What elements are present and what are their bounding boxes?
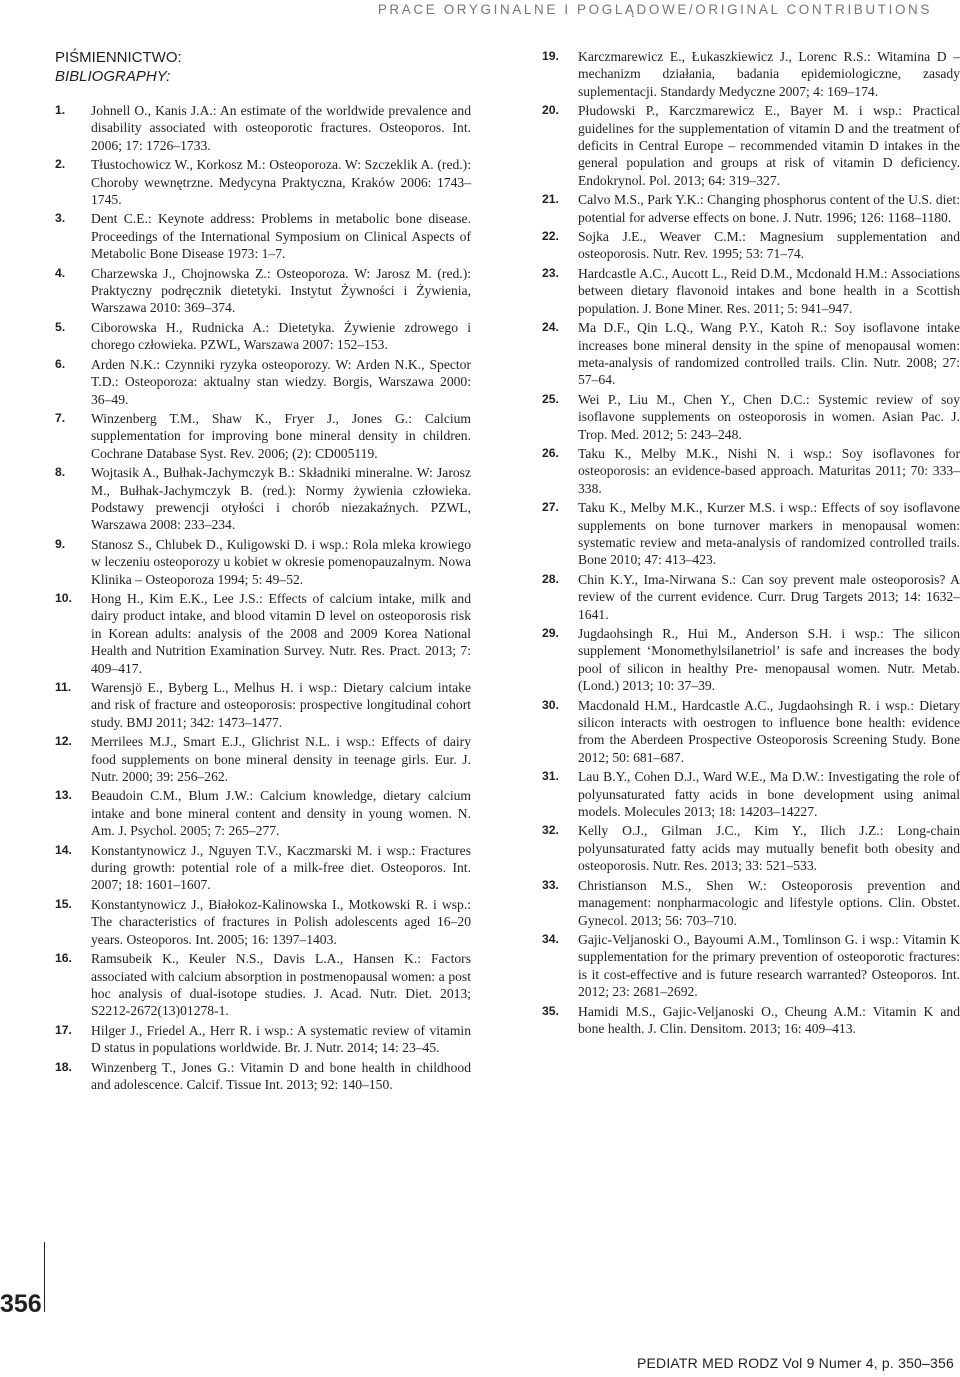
- reference-item: [55, 319, 471, 354]
- reference-number: 26.: [542, 445, 559, 460]
- reference-text: Warensjö E., Byberg L., Melhus H. i wsp.: Dietary calcium intake and risk of fracture and osteoporosis: prospective longitudinal cohort study. BMJ 2011; 342: 1473–1477.: [91, 680, 471, 730]
- reference-text: Stanosz S., Chlubek D., Kuligowski D. i wsp.: Rola mleka krowiego w leczeniu osteoporozy u kobiet w okresie pomenopauzalnym. Nowa Klinika – Osteoporoza 1994; 5: 49–52.: [91, 536, 471, 587]
- reference-item: [55, 679, 471, 731]
- reference-item: [55, 896, 471, 948]
- reference-number: 9.: [55, 536, 66, 551]
- reference-item: [542, 191, 960, 226]
- references-right-column: [542, 48, 960, 1039]
- reference-text: Kelly O.J., Gilman J.C., Kim Y., Ilich J.Z.: Long-chain polyunsaturated fatty acids may mutually benefit both obesity and osteoporosis. Nutr. Res. 2013; 33: 521–533.: [578, 823, 960, 874]
- reference-number: 11.: [55, 680, 72, 694]
- reference-number: 15.: [55, 896, 72, 911]
- reference-text: Taku K., Melby M.K., Nishi N. i wsp.: Soy isoflavones for osteoporosis: an evidence-based approach. Maturitas 2011; 70: 333–338.: [578, 445, 960, 496]
- reference-number: 12.: [55, 734, 72, 749]
- reference-text: Hilger J., Friedel A., Herr R. i wsp.: A systematic review of vitamin D status in populations worldwide. Br. J. Nutr. 2014; 14: 23–45.: [91, 1022, 471, 1056]
- reference-list-right: [542, 48, 960, 1037]
- reference-text: Winzenberg T., Jones G.: Vitamin D and bone health in childhood and adolescence. Calcif. Tissue Int. 2013; 92: 140–150.: [91, 1059, 471, 1092]
- reference-item: [542, 319, 960, 389]
- page-number: 356: [0, 1290, 42, 1318]
- reference-text: Charzewska J., Chojnowska Z.: Osteoporoza. W: Jarosz M. (red.): Praktyczny podręcznik dietetyki. Instytut Żywności i Żywienia, Warszawa 2010: 369–374.: [91, 265, 471, 316]
- reference-text: Ciborowska H., Rudnicka A.: Dietetyka. Żywienie zdrowego i chorego człowieka. PZWL, Warszawa 2007: 152–153.: [91, 319, 471, 353]
- reference-number: 22.: [542, 229, 559, 244]
- reference-item: [542, 499, 960, 569]
- reference-number: 29.: [542, 626, 559, 640]
- reference-item: [542, 625, 960, 695]
- reference-number: 34.: [542, 931, 559, 946]
- reference-item: [55, 265, 471, 317]
- reference-text: Taku K., Melby M.K., Kurzer M.S. i wsp.: Effects of soy isoflavone supplements on bone turnover markers in menopausal women: systematic review and meta-analysis of randomized controlled trails. Bone 2010; 47: 413–423.: [578, 500, 960, 568]
- reference-item: [542, 822, 960, 874]
- reference-number: 31.: [542, 769, 559, 784]
- reference-number: 35.: [542, 1003, 559, 1018]
- heading-subtitle: BIBLIOGRAPHY:: [55, 68, 171, 85]
- reference-text: Tłustochowicz W., Korkosz M.: Osteoporoza. W: Szczeklik A. (red.): Choroby wewnętrzne. Medycyna Praktyczna, Kraków 2006: 1743–1745.: [91, 157, 471, 208]
- reference-item: [55, 842, 471, 894]
- reference-item: [55, 590, 471, 677]
- reference-text: Merrilees M.J., Smart E.J., Glichrist N.L. i wsp.: Effects of dairy food supplements on bone mineral density in teenage girls. Eur. J. Nutr. 2000; 39: 256–262.: [91, 734, 471, 785]
- reference-item: [55, 950, 471, 1020]
- reference-number: 27.: [542, 500, 559, 515]
- reference-text: Gajic-Veljanoski O., Bayoumi A.M., Tomlinson G. i wsp.: Vitamin K supplementation for the primary prevention of osteoporotic fractures: is it cost-effective and is future research warranted? Osteoporos. Int. 2012; 23: 2681–2692.: [578, 931, 960, 1000]
- reference-list-left: [55, 102, 471, 1093]
- reference-number: 7.: [55, 410, 66, 425]
- reference-text: Konstantynowicz J., Nguyen T.V., Kaczmarski M. i wsp.: Fractures during growth: potential role of a milk-free diet. Osteoporos. Int. 2007; 18: 1601–1607.: [91, 842, 471, 893]
- reference-text: Arden N.K.: Czynniki ryzyka osteoporozy. W: Arden N.K., Spector T.D.: Osteoporoza: aktualny stan wiedzy. Borgis, Warszawa 2000: 36–49.: [91, 356, 471, 407]
- reference-number: 8.: [55, 465, 66, 480]
- reference-item: [542, 931, 960, 1001]
- reference-number: 21.: [542, 192, 559, 207]
- reference-item: [542, 48, 960, 100]
- reference-item: [542, 571, 960, 623]
- reference-number: 30.: [542, 697, 559, 712]
- reference-text: Wojtasik A., Bułhak-Jachymczyk B.: Składniki mineralne. W: Jarosz M., Bułhak-Jachymczyk B. (red.): Normy żywienia człowieka. Podstawy prewencji otyłości i chorób niezakaźnych. PZWL, Warszawa 2008: 233–234.: [91, 465, 471, 533]
- reference-number: 16.: [55, 951, 72, 966]
- reference-number: 6.: [55, 356, 66, 371]
- reference-item: [542, 102, 960, 189]
- reference-number: 25.: [542, 391, 559, 406]
- reference-number: 1.: [55, 103, 66, 117]
- reference-item: [542, 391, 960, 443]
- reference-item: [55, 356, 471, 408]
- reference-number: 28.: [542, 571, 559, 586]
- running-head: PRACE ORYGINALNE I POGLĄDOWE/ORIGINAL CONTRIBUTIONS: [377, 2, 932, 17]
- reference-text: Karczmarewicz E., Łukaszkiewicz J., Lorenc R.S.: Witamina D – mechanizm działania, badania epidemiologiczne, zasady suplementacji. Standardy Medyczne 2007; 4: 169–174.: [578, 49, 960, 99]
- references-left-column: [55, 46, 471, 1095]
- reference-number: 18.: [55, 1059, 72, 1074]
- reference-item: [55, 156, 471, 208]
- reference-number: 32.: [542, 823, 559, 838]
- reference-item: [55, 1059, 471, 1094]
- reference-text: Winzenberg T.M., Shaw K., Fryer J., Jones G.: Calcium supplementation for improving bone mineral density in children. Cochrane Database Syst. Rev. 2006; (2): CD005119.: [91, 410, 471, 461]
- reference-text: Płudowski P., Karczmarewicz E., Bayer M. i wsp.: Practical guidelines for the supplementation of vitamin D and the treatment of deficits in Central Europe – recommended vitamin D intakes in the general population and groups at risk of vitamin D deficiency. Endokrynol. Pol. 2013; 64: 319–327.: [578, 103, 960, 188]
- reference-number: 19.: [542, 49, 559, 63]
- reference-number: 5.: [55, 319, 66, 334]
- reference-text: Macdonald H.M., Hardcastle A.C., Jugdaohsingh R. i wsp.: Dietary silicon interacts with oestrogen to influence bone health: evidence from the Aberdeen Prospective Osteoporosis Screening Study. Bone 2012; 50: 681–687.: [578, 697, 960, 765]
- reference-text: Lau B.Y., Cohen D.J., Ward W.E., Ma D.W.: Investigating the role of polyunsaturated fatty acids in bone development using animal models. Molecules 2013; 18: 14203–14227.: [578, 769, 960, 820]
- reference-item: [55, 787, 471, 839]
- reference-item: [55, 210, 471, 262]
- reference-text: Calvo M.S., Park Y.K.: Changing phosphorus content of the U.S. diet: potential for adverse effects on bone. J. Nutr. 1996; 126: 1168–1180.: [578, 192, 960, 225]
- reference-text: Dent C.E.: Keynote address: Problems in metabolic bone disease. Proceedings of the International Symposium on Clinical Aspects of Metabolic Bone Disease 1973: 1–7.: [91, 211, 471, 262]
- reference-text: Hardcastle A.C., Aucott L., Reid D.M., Mcdonald H.M.: Associations between dietary flavonoid intakes and bone health in a Scottish population. J. Bone Miner. Res. 2011; 5: 941–947.: [578, 265, 960, 316]
- reference-item: [55, 410, 471, 462]
- reference-text: Jugdaohsingh R., Hui M., Anderson S.H. i wsp.: The silicon supplement ‘Monomethylsilanetriol’ is safe and increases the body pool of silicon in healthy Pre- menopausal women. Nutr. Metab. (Lond.) 2013; 10: 37–39.: [578, 626, 960, 694]
- reference-text: Beaudoin C.M., Blum J.W.: Calcium knowledge, dietary calcium intake and bone mineral content and density in young women. N. Am. J. Psychol. 2005; 7: 265–277.: [91, 788, 471, 839]
- reference-number: 4.: [55, 265, 66, 280]
- reference-text: Hamidi M.S., Gajic-Veljanoski O., Cheung A.M.: Vitamin K and bone health. J. Clin. Densitom. 2013; 16: 409–413.: [578, 1003, 960, 1036]
- reference-item: [542, 768, 960, 820]
- reference-number: 33.: [542, 877, 559, 892]
- reference-text: Wei P., Liu M., Chen Y., Chen D.C.: Systemic review of soy isoflavone supplements on osteoporosis in women. Asian Pac. J. Trop. Med. 2012; 5: 243–248.: [578, 391, 960, 442]
- reference-item: [542, 697, 960, 767]
- reference-item: [55, 733, 471, 785]
- reference-number: 17.: [55, 1022, 72, 1037]
- heading-title: PIŚMIENNICTWO:: [55, 49, 182, 66]
- reference-text: Christianson M.S., Shen W.: Osteoporosis prevention and management: nonpharmacologic and lifestyle options. Clin. Obstet. Gynecol. 2013; 56: 703–710.: [578, 877, 960, 928]
- reference-item: [542, 877, 960, 929]
- reference-text: Ramsubeik K., Keuler N.S., Davis L.A., Hansen K.: Factors associated with calcium absorption in postmenopausal women: a post hoc analysis of dual-isotope studies. J. Acad. Nutr. Diet. 2013; S2212-2672(13)01278-1.: [91, 951, 471, 1019]
- reference-item: [542, 228, 960, 263]
- reference-item: [542, 445, 960, 497]
- bibliography-heading: [55, 48, 471, 86]
- reference-text: Konstantynowicz J., Białokoz-Kalinowska I., Motkowski R. i wsp.: The characteristics of fractures in Polish adolescents aged 16–20 years. Osteoporos. Int. 2005; 16: 1397–1403.: [91, 896, 471, 947]
- reference-item: [55, 536, 471, 588]
- reference-item: [55, 1022, 471, 1057]
- reference-number: 13.: [55, 788, 72, 803]
- reference-number: 10.: [55, 590, 72, 605]
- reference-item: [542, 265, 960, 317]
- page-number-rule: [44, 1242, 45, 1312]
- journal-footer: PEDIATR MED RODZ Vol 9 Numer 4, p. 350–356: [636, 1355, 954, 1371]
- reference-item: [55, 464, 471, 534]
- reference-number: 23.: [542, 265, 559, 280]
- reference-number: 2.: [55, 157, 66, 172]
- reference-item: [55, 102, 471, 154]
- reference-text: Chin K.Y., Ima-Nirwana S.: Can soy prevent male osteoporosis? A review of the current evidence. Curr. Drug Targets 2013; 14: 1632–1641.: [578, 571, 960, 622]
- reference-number: 14.: [55, 842, 72, 857]
- reference-text: Ma D.F., Qin L.Q., Wang P.Y., Katoh R.: Soy isoflavone intake increases bone mineral density in the spine of menopausal women: meta-analysis of randomized controlled trails. Clin. Nutr. 2008; 27: 57–64.: [578, 320, 960, 388]
- reference-text: Hong H., Kim E.K., Lee J.S.: Effects of calcium intake, milk and dairy product intake, and blood vitamin D level on osteoporosis risk in Korean adults: analysis of the 2008 and 2009 Korea National Health and Nutrition Examination Survey. Nutr. Res. Pract. 2013; 7: 409–417.: [91, 590, 471, 676]
- reference-item: [542, 1003, 960, 1038]
- reference-text: Sojka J.E., Weaver C.M.: Magnesium supplementation and osteoporosis. Nutr. Rev. 1995; 53: 71–74.: [578, 229, 960, 262]
- reference-number: 24.: [542, 320, 559, 335]
- reference-number: 20.: [542, 103, 559, 118]
- reference-text: Johnell O., Kanis J.A.: An estimate of the worldwide prevalence and disability associated with osteoporotic fractures. Osteoporos. Int. 2006; 17: 1726–1733.: [91, 103, 471, 153]
- reference-number: 3.: [55, 211, 66, 226]
